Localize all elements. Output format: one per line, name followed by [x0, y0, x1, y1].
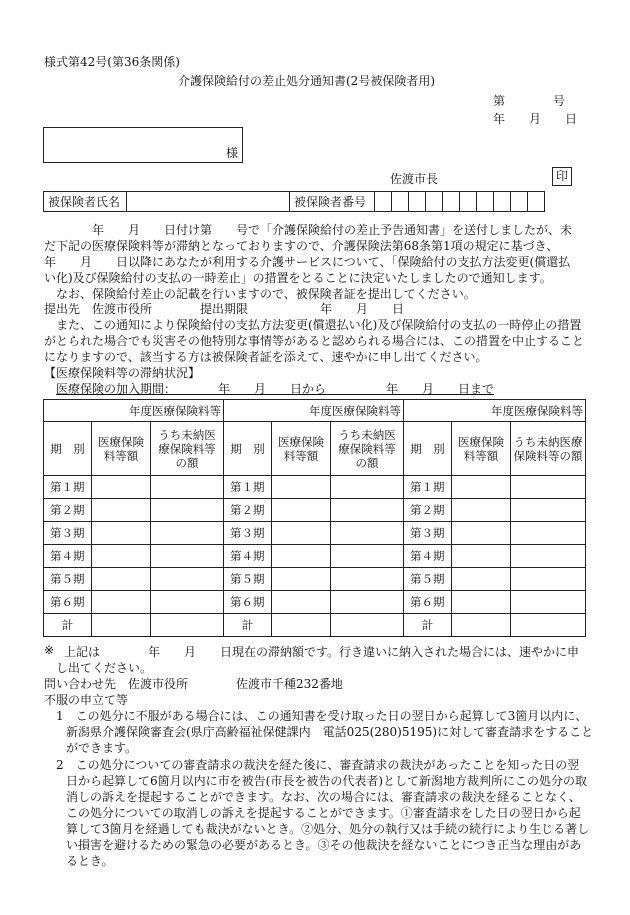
- body-line: また、この通知により保険給付の支払方法変更(償還払い化)及び保険給付の支払の一時停止の措置: [44, 318, 582, 332]
- number-cell: [426, 192, 443, 212]
- insured-info-row: [43, 191, 545, 212]
- unpaid-header: うち未納医療保険料等の額: [511, 422, 586, 476]
- insured-number-label: 被保険者番号: [290, 192, 375, 212]
- term-label: 第６期: [44, 591, 92, 614]
- number-cell: [460, 192, 477, 212]
- term-label: 第４期: [224, 545, 272, 568]
- number-cell: [528, 192, 545, 212]
- table-row: [44, 499, 586, 522]
- issuer: 佐渡市長: [390, 172, 439, 186]
- objection-item: 2 この処分についての審査請求の裁決を経た後に、審査請求の裁決があったことを知った日の翌: [56, 758, 580, 772]
- unpaid-header: うち未納医療保険料等の額: [151, 422, 224, 476]
- objection-item: 日から起算して6箇月以内に市を被告(市長を被告の代表者)として新潟地方裁判所にこの処分の取: [66, 774, 588, 788]
- note-text: 上記は 年 月 日現在の滞納額です。行き違いに納入された場合には、速やかに申: [64, 645, 580, 659]
- addressee-suffix: 様: [225, 146, 238, 160]
- term-label: 第６期: [404, 591, 452, 614]
- note-text: し出てください。: [56, 661, 153, 675]
- term-label: 第３期: [224, 522, 272, 545]
- section-title: 【医療保険料等の滞納状況】: [44, 366, 201, 380]
- arrears-table: [43, 399, 586, 637]
- number-cell: [375, 192, 392, 212]
- body-line: 年 月 日付け第 号で「介護保険給付の差止予告通知書」を送付しましたが、未: [44, 223, 573, 237]
- term-label: 第３期: [44, 522, 92, 545]
- table-row: [44, 568, 586, 591]
- year-header: 年度医療保険料等: [224, 400, 404, 422]
- notice-date: 年 月 日: [493, 112, 578, 126]
- contact-info: 問い合わせ先 佐渡市役所 佐渡市千種232番地: [44, 677, 343, 691]
- term-label: 第２期: [44, 499, 92, 522]
- term-label: 第１期: [44, 476, 92, 499]
- total-label: 計: [224, 614, 272, 637]
- term-label: 第４期: [404, 545, 452, 568]
- number-cell: [392, 192, 409, 212]
- number-cell: [477, 192, 494, 212]
- amount-header: 医療保険料等額: [272, 422, 331, 476]
- body-line: い化)及び保険給付の支払の一時差止」の措置をとることに決定いたしましたので通知します。: [44, 271, 552, 285]
- insured-name-value: [127, 192, 290, 212]
- total-label: 計: [404, 614, 452, 637]
- number-cell: [511, 192, 528, 212]
- total-row: [44, 614, 586, 637]
- term-label: 第５期: [404, 568, 452, 591]
- body-line: 年 月 日以降にあなたが利用する介護サービスについて、「保険給付の支払方法変更(償還払: [44, 255, 571, 269]
- objection-item: 消しの訴えを提起することができます。なお、次の場合には、審査請求の裁決を経ることなく、: [66, 790, 581, 804]
- number-cell: [443, 192, 460, 212]
- term-label: 第２期: [224, 499, 272, 522]
- amount-header: 医療保険料等額: [92, 422, 151, 476]
- table-row: [44, 591, 586, 614]
- table-row: [44, 476, 586, 499]
- year-header: 年度医療保険料等: [44, 400, 224, 422]
- objection-item: 新潟県介護保険審査会(県庁高齢福祉保健課内 電話025(280)5195)に対して審査請求をすること: [66, 725, 594, 739]
- objection-item: い損害を避けるための緊急の必要があるとき。③その他裁決を経ないことにつき正当な理由があ: [66, 838, 582, 852]
- objection-item: 1 この処分に不服がある場合には、この通知書を受け取った日の翌日から起算して3箇月以内に、: [56, 709, 588, 723]
- unpaid-header: うち未納医療保険料等の額: [331, 422, 404, 476]
- term-label: 第３期: [404, 522, 452, 545]
- table-row: [44, 522, 586, 545]
- term-label: 第４期: [44, 545, 92, 568]
- notice-number: 第 号: [493, 94, 566, 108]
- objection-item: るとき。: [66, 854, 114, 868]
- submission-line: 提出先 佐渡市役所 提出期限 年 月 日: [44, 302, 405, 316]
- term-header: 期 別: [404, 422, 452, 476]
- term-label: 第２期: [404, 499, 452, 522]
- term-label: 第１期: [404, 476, 452, 499]
- body-line: になりますので、該当する方は被保険者証を添えて、速やかに申し出てください。: [44, 350, 488, 364]
- table-row: [44, 545, 586, 568]
- body-line: がとられた場合でも災害その他特別な事情等があると認められる場合には、この措置を中止すること: [44, 334, 585, 348]
- year-header: 年度医療保険料等: [404, 400, 586, 422]
- total-label: 計: [44, 614, 92, 637]
- insured-name-label: 被保険者氏名: [44, 192, 127, 212]
- amount-header: 医療保険料等額: [452, 422, 511, 476]
- term-header: 期 別: [44, 422, 92, 476]
- objection-item: ができます。: [66, 741, 138, 755]
- objection-title: 不服の申立て等: [44, 693, 129, 707]
- body-line: なお、保険給付差止の記載を行いますので、被保険者証を提出してください。: [44, 287, 476, 301]
- number-cell: [409, 192, 426, 212]
- note-mark: ※: [44, 643, 55, 657]
- body-line: だ下記の医療保険料等が滞納となっておりますので、介護保険法第68条第1項の規定に基づき、: [44, 239, 559, 253]
- seal-mark: 印: [552, 167, 572, 186]
- term-label: 第１期: [224, 476, 272, 499]
- objection-item: 算して3箇月を経過しても裁決がないとき。②処分、処分の執行又は手続の続行により生じる著し: [66, 822, 590, 836]
- addressee-box: [43, 127, 243, 163]
- objection-item: この処分についての取消しの訴えを提起することができます。①審査請求をした日の翌日から起: [66, 806, 581, 820]
- term-label: 第５期: [44, 568, 92, 591]
- enrollment-period: 医療保険の加入期間： 年 月 日から 年 月 日まで: [56, 382, 495, 396]
- number-cell: [494, 192, 511, 212]
- form-number: 様式第42号(第36条関係): [44, 55, 180, 69]
- term-label: 第６期: [224, 591, 272, 614]
- page-title: 介護保険給付の差止処分通知書(2号被保険者用): [178, 74, 435, 88]
- term-label: 第５期: [224, 568, 272, 591]
- term-header: 期 別: [224, 422, 272, 476]
